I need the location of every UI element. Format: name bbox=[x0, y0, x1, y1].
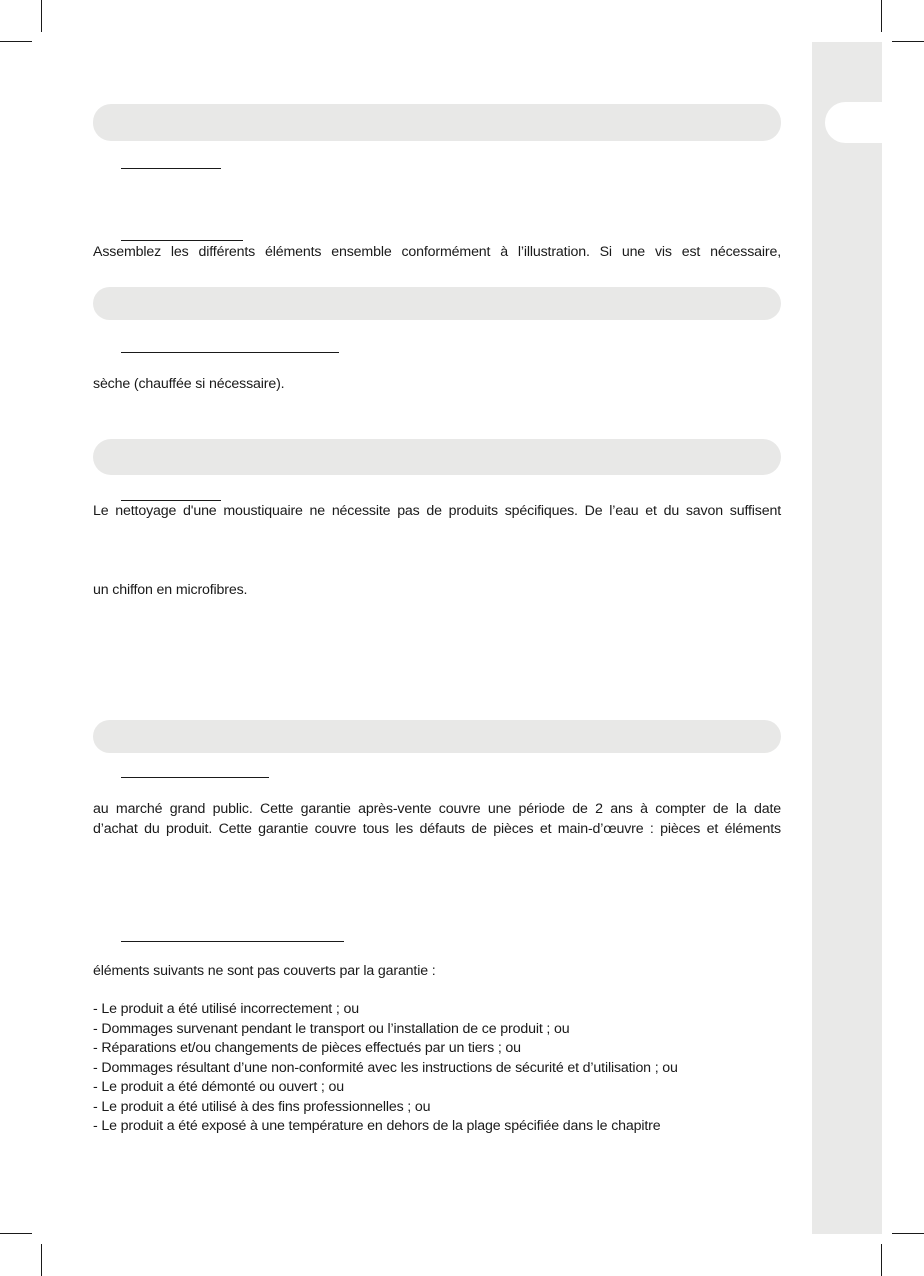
list-item: - Le produit a été utilisé à des fins professionnelles ; ou bbox=[93, 1098, 431, 1115]
crop-mark bbox=[0, 41, 32, 42]
list-item: - Le produit a été utilisé incorrectement ; ou bbox=[93, 1001, 359, 1017]
side-tab-marker bbox=[825, 102, 924, 143]
cleaning-text: un chiffon en microfibres. bbox=[93, 582, 248, 598]
subheading-underline bbox=[121, 168, 221, 169]
list-item: - Le produit a été exposé à une température en dehors de la plage spécifiée dans le chapitre bbox=[93, 1118, 661, 1134]
side-tab-strip bbox=[812, 42, 882, 1234]
section-header-bar bbox=[93, 720, 781, 753]
warranty-text: au marché grand public. Cette garantie après-vente couvre une période de 2 ans à compter de la date bbox=[93, 801, 781, 817]
warranty-text: d’achat du produit. Cette garantie couvre tous les défauts de pièces et main-d’œuvre : pièces et éléments bbox=[93, 821, 781, 837]
crop-mark bbox=[881, 1244, 882, 1276]
crop-mark bbox=[881, 0, 882, 32]
storage-text: sèche (chauffée si nécessaire). bbox=[93, 376, 285, 392]
subheading-underline bbox=[121, 777, 269, 778]
subheading-underline bbox=[121, 941, 344, 942]
section-header-bar bbox=[93, 104, 781, 141]
assembly-text: Assemblez les différents éléments ensemble conformément à l’illustration. Si une vis est nécessaire, bbox=[93, 244, 781, 260]
list-item: - Dommages survenant pendant le transport ou l’installation de ce produit ; ou bbox=[93, 1020, 570, 1037]
crop-mark bbox=[41, 1244, 42, 1276]
exclusions-list bbox=[93, 1000, 678, 1137]
crop-mark bbox=[892, 41, 924, 42]
list-item: - Dommages résultant d’une non-conformité avec les instructions de sécurité et d’utilisation ; ou bbox=[93, 1059, 678, 1076]
section-header-bar bbox=[93, 287, 781, 320]
cleaning-text: Le nettoyage d'une moustiquaire ne nécessite pas de produits spécifiques. De l’eau et du savon suffisent bbox=[93, 503, 781, 519]
subheading-underline bbox=[121, 352, 339, 353]
crop-mark bbox=[0, 1233, 32, 1234]
list-item: - Le produit a été démonté ou ouvert ; ou bbox=[93, 1079, 344, 1095]
subheading-underline bbox=[121, 240, 243, 241]
crop-mark bbox=[41, 0, 42, 32]
exclusions-intro: éléments suivants ne sont pas couverts par la garantie : bbox=[93, 963, 436, 979]
list-item: - Réparations et/ou changements de pièces effectués par un tiers ; ou bbox=[93, 1040, 521, 1056]
subheading-underline bbox=[121, 500, 221, 501]
crop-mark bbox=[892, 1233, 924, 1234]
section-header-bar bbox=[93, 439, 781, 475]
